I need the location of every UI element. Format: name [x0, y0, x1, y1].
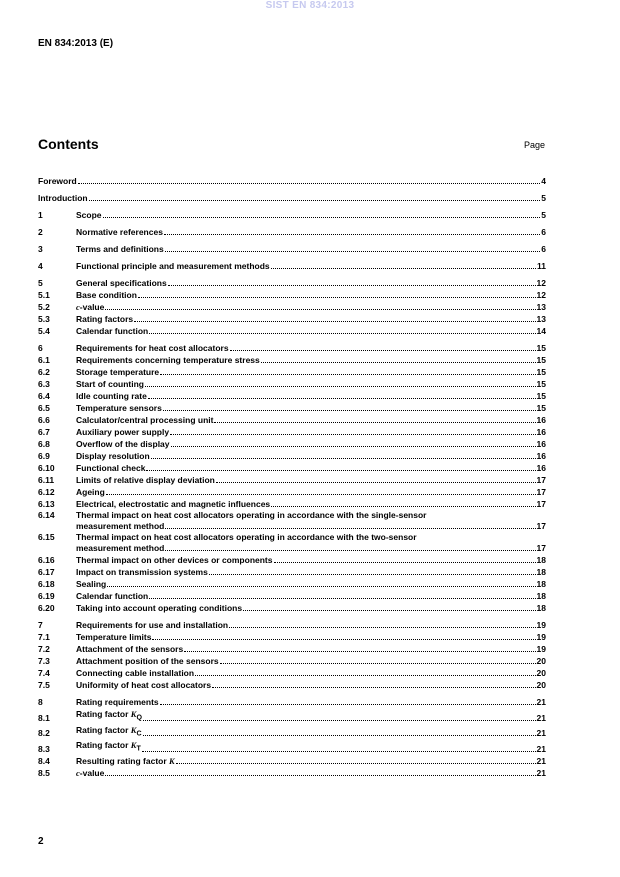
toc-entry-6-10[interactable]: 6.10 Functional check 16 [38, 463, 546, 473]
toc-entry-introduction[interactable]: Introduction 5 [38, 193, 546, 203]
toc-entry-foreword[interactable]: Foreword 4 [38, 176, 546, 186]
page-number: 2 [38, 836, 44, 847]
watermark: SIST EN 834:2013 [265, 0, 355, 11]
toc-entry-6-18[interactable]: 6.18 Sealing 18 [38, 579, 546, 589]
document-id: EN 834:2013 (E) [38, 38, 114, 49]
toc-entry-7[interactable]: 7 Requirements for use and installation 19 [38, 620, 546, 630]
toc-entry-6-1[interactable]: 6.1 Requirements concerning temperature stress 15 [38, 355, 546, 365]
toc-entry-6-9[interactable]: 6.9 Display resolution 16 [38, 451, 546, 461]
toc-entry-6-6[interactable]: 6.6 Calculator/central processing unit 16 [38, 415, 546, 425]
toc-entry-8[interactable]: 8 Rating requirements 21 [38, 697, 546, 707]
toc-entry-6-7[interactable]: 6.7 Auxiliary power supply 16 [38, 427, 546, 437]
table-of-contents [38, 175, 546, 779]
toc-entry-4[interactable]: 4 Functional principle and measurement methods 11 [38, 261, 546, 271]
toc-entry-7-5[interactable]: 7.5 Uniformity of heat cost allocators 20 [38, 680, 546, 690]
page-column-header: Page [523, 140, 545, 150]
toc-entry-6-16[interactable]: 6.16 Thermal impact on other devices or components 18 [38, 555, 546, 565]
toc-entry-8-3[interactable]: 8.3 Rating factor $K_T$ 21 [38, 740, 546, 755]
toc-entry-6[interactable]: 6 Requirements for heat cost allocators 15 [38, 343, 546, 353]
toc-entry-5[interactable]: 5 General specifications 12 [38, 278, 546, 288]
toc-entry-8-4[interactable]: 8.4 Resulting rating factor K 21 [38, 756, 546, 767]
toc-entry-2[interactable]: 2 Normative references 6 [38, 227, 546, 237]
toc-entry-5-1[interactable]: 5.1 Base condition 12 [38, 290, 546, 300]
toc-entry-6-3[interactable]: 6.3 Start of counting 15 [38, 379, 546, 389]
toc-entry-7-1[interactable]: 7.1 Temperature limits 19 [38, 632, 546, 642]
toc-entry-6-2[interactable]: 6.2 Storage temperature 15 [38, 367, 546, 377]
toc-entry-6-20[interactable]: 6.20 Taking into account operating conditions 18 [38, 603, 546, 613]
toc-entry-8-5[interactable]: 8.5 c-value 21 [38, 768, 546, 779]
toc-entry-6-13[interactable]: 6.13 Electrical, electrostatic and magnetic influences 17 [38, 499, 546, 509]
toc-entry-6-4[interactable]: 6.4 Idle counting rate 15 [38, 391, 546, 401]
toc-entry-6-17[interactable]: 6.17 Impact on transmission systems 18 [38, 567, 546, 577]
contents-title: Contents [38, 136, 99, 152]
toc-entry-8-2[interactable]: 8.2 Rating factor $K_C$ 21 [38, 724, 546, 739]
toc-entry-8-1[interactable]: 8.1 Rating factor $K_Q$ 21 [38, 709, 546, 723]
toc-entry-6-15[interactable]: 6.15 Thermal impact on heat cost allocators operating in accordance with the two-sensor measurement method 17 [38, 532, 546, 553]
toc-entry-6-5[interactable]: 6.5 Temperature sensors 15 [38, 403, 546, 413]
toc-entry-6-11[interactable]: 6.11 Limits of relative display deviation 17 [38, 475, 546, 485]
toc-entry-3[interactable]: 3 Terms and definitions 6 [38, 244, 546, 254]
toc-entry-6-19[interactable]: 6.19 Calendar function 18 [38, 591, 546, 601]
toc-entry-5-3[interactable]: 5.3 Rating factors 13 [38, 314, 546, 324]
toc-entry-1[interactable]: 1 Scope 5 [38, 210, 546, 220]
toc-entry-6-8[interactable]: 6.8 Overflow of the display 16 [38, 439, 546, 449]
toc-entry-5-2[interactable]: 5.2 c-value 13 [38, 302, 546, 312]
toc-entry-6-12[interactable]: 6.12 Ageing 17 [38, 487, 546, 497]
toc-entry-5-4[interactable]: 5.4 Calendar function 14 [38, 326, 546, 336]
toc-entry-7-2[interactable]: 7.2 Attachment of the sensors 19 [38, 644, 546, 654]
toc-entry-7-3[interactable]: 7.3 Attachment position of the sensors 20 [38, 656, 546, 666]
toc-entry-7-4[interactable]: 7.4 Connecting cable installation 20 [38, 668, 546, 678]
toc-entry-6-14[interactable]: 6.14 Thermal impact on heat cost allocators operating in accordance with the single-sensor measurement method 17 [38, 510, 546, 531]
